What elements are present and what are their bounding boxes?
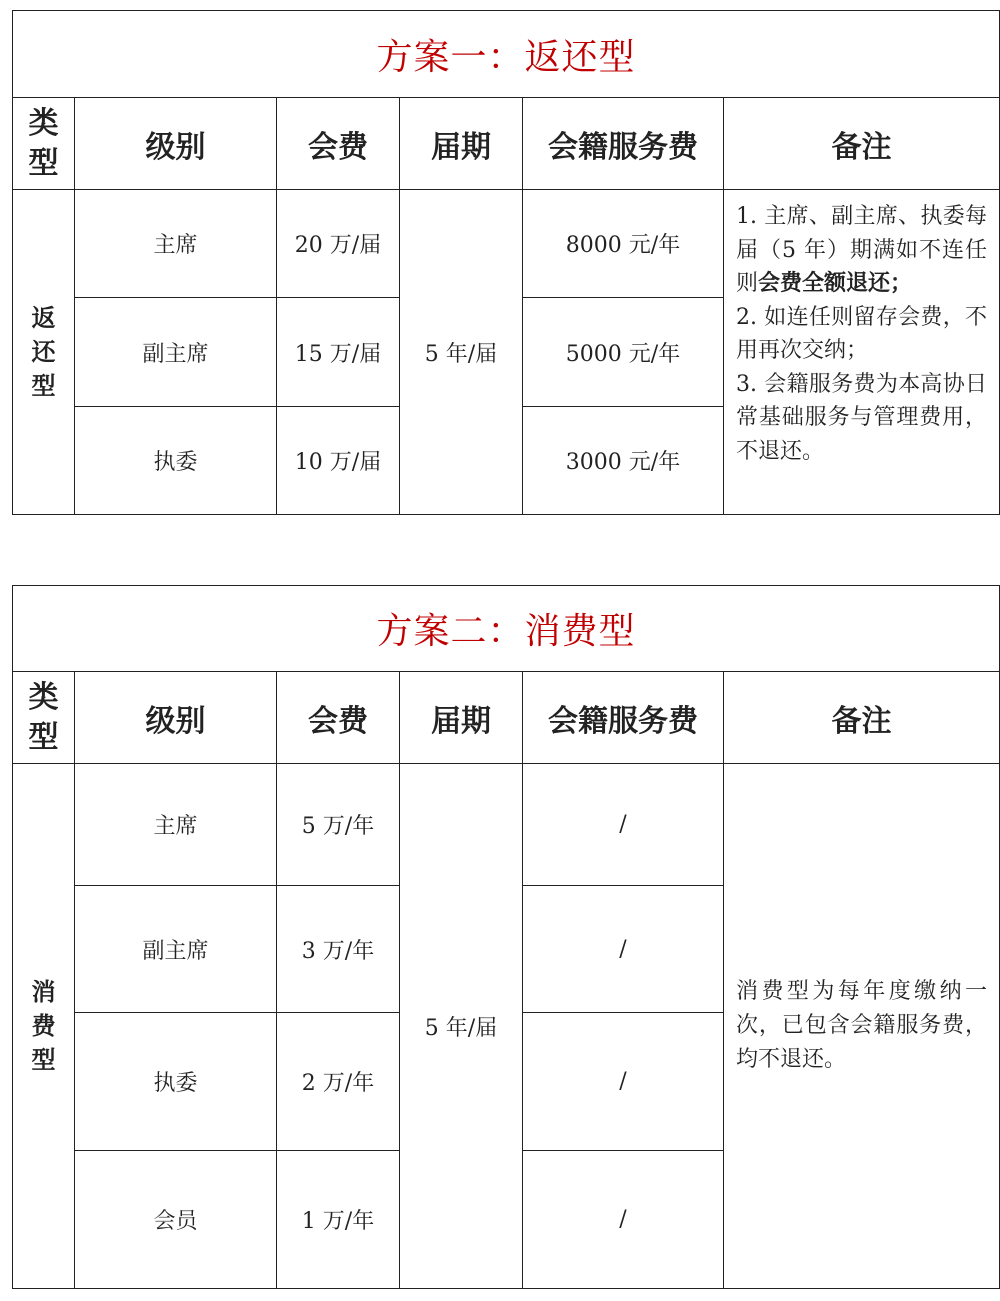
plan2-row4-level: 会员 <box>75 1151 277 1289</box>
plan1-row3-fee: 10 万/届 <box>277 407 400 515</box>
plan1-type: 返还型 <box>13 190 75 515</box>
header-fee: 会费 <box>277 98 400 190</box>
header-service-fee: 会籍服务费 <box>523 98 724 190</box>
plan2-row4-fee: 1 万/年 <box>277 1151 400 1289</box>
plan1-remark-2: 2. 如连任则留存会费，不用再次交纳； <box>736 304 988 363</box>
header-remark: 备注 <box>724 672 1000 764</box>
plan2-row3-level: 执委 <box>75 1013 277 1151</box>
header-term: 届期 <box>400 98 523 190</box>
plan1-row2-service: 5000 元/年 <box>523 298 724 407</box>
header-term: 届期 <box>400 672 523 764</box>
plan1-row1-service: 8000 元/年 <box>523 190 724 298</box>
plan1-table <box>12 10 1000 515</box>
header-fee: 会费 <box>277 672 400 764</box>
header-level: 级别 <box>75 98 277 190</box>
plan2-row1-fee: 5 万/年 <box>277 764 400 886</box>
header-service-fee: 会籍服务费 <box>523 672 724 764</box>
plan2-row2-fee: 3 万/年 <box>277 886 400 1013</box>
plan1-row3-level: 执委 <box>75 407 277 515</box>
plan2-type: 消费型 <box>13 764 75 1289</box>
plan1-row1-fee: 20 万/届 <box>277 190 400 298</box>
plan1-title: 方案一：返还型 <box>13 11 1000 98</box>
header-type: 类型 <box>13 672 75 764</box>
plan1-remarks <box>724 190 1000 515</box>
plan1-row3-service: 3000 元/年 <box>523 407 724 515</box>
plan2-row3-fee: 2 万/年 <box>277 1013 400 1151</box>
plan1-term: 5 年/届 <box>400 190 523 515</box>
plan1-remark-1: 1. 主席、副主席、执委每届（5 年）期满如不连任则会费全额退还； <box>736 204 988 296</box>
plan2-row1-service: / <box>523 764 724 886</box>
header-remark: 备注 <box>724 98 1000 190</box>
plan2-row2-service: / <box>523 886 724 1013</box>
plan1-row2-fee: 15 万/届 <box>277 298 400 407</box>
plan1-row1-level: 主席 <box>75 190 277 298</box>
plan2-row3-service: / <box>523 1013 724 1151</box>
plan2-table <box>12 585 1000 1289</box>
header-level: 级别 <box>75 672 277 764</box>
plan1-row2-level: 副主席 <box>75 298 277 407</box>
plan2-title: 方案二：消费型 <box>13 586 1000 672</box>
plan2-row1-level: 主席 <box>75 764 277 886</box>
plan2-row2-level: 副主席 <box>75 886 277 1013</box>
plan2-remark: 消费型为每年度缴纳一次，已包含会籍服务费，均不退还。 <box>724 764 1000 1289</box>
plan2-term: 5 年/届 <box>400 764 523 1289</box>
header-type: 类型 <box>13 98 75 190</box>
plan2-row4-service: / <box>523 1151 724 1289</box>
plan1-remark-3: 3. 会籍服务费为本高协日常基础服务与管理费用，不退还。 <box>736 371 988 464</box>
